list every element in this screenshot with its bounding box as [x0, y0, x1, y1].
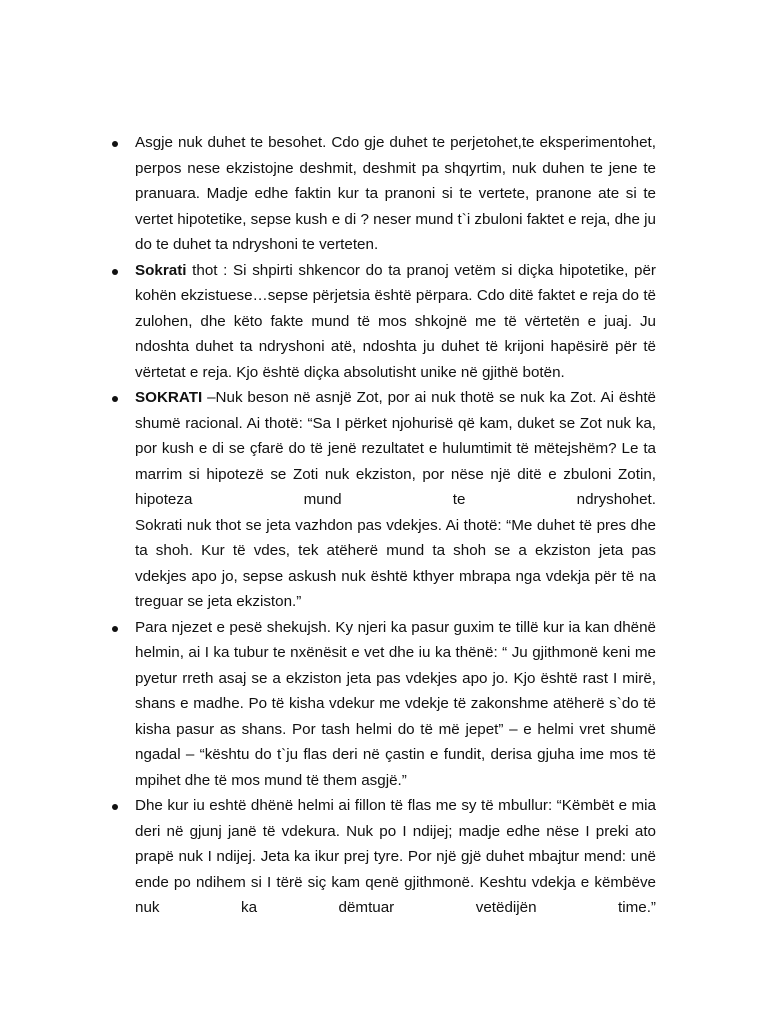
bullet-list	[108, 130, 656, 921]
paragraph-text: Sokrati nuk thot se jeta vazhdon pas vdekjes. Ai thotë: “Me duhet të pres dhe ta shoh. Kur të vdes, tek atëherë mund ta shoh se a ekziston jeta pas vdekjes apo jo, sepse askush nuk është kthyer mbrapa nga vdekja për të na treguar se jeta ekziston.”	[135, 516, 656, 610]
list-item	[108, 130, 656, 258]
paragraph	[135, 258, 656, 386]
paragraph-text: Para njezet e pesë shekujsh. Ky njeri ka pasur guxim te tillë kur ia kan dhënë helmin, ai I ka tubur te nxënësit e vet dhe iu ka thënë: “ Ju gjithmonë keni me pyetur rreth asaj se a ekziston jeta pas vdekjes apo jo. Kjo është rast I mirë, shans e madhe. Po të kisha vdekur me vdekje të zakonshme atëherë s`do të kisha pasur as shans. Por tash helmi do të më jepet” – e helmi vret shumë ngadal – “kështu do t`ju flas deri në çastin e fundit, derisa gjuha ime mos të mpihet dhe të mos mund të them asgjë.”	[135, 618, 656, 789]
list-item	[108, 615, 656, 794]
bullet-dot-icon	[112, 804, 118, 810]
paragraph-lead: Sokrati	[135, 261, 187, 279]
bullet-dot-icon	[112, 396, 118, 402]
paragraph-text: Asgje nuk duhet te besohet. Cdo gje duhet te perjetohet,te eksperimentohet, perpos nese ekzistojne deshmit, deshmit pa shqyrtim, nuk duhen te jene te pranuara. Madje edhe faktin kur ta pranoni si te vertete, pranone ate si te vertet hipotetike, sepse kush e di ? neser mund t`i zbuloni faktet e reja, dhe ju do te duhet ta ndryshoni te verteten.	[135, 134, 656, 253]
bullet-dot-icon	[112, 269, 118, 275]
paragraph	[135, 385, 656, 513]
bullet-dot-icon	[112, 626, 118, 632]
paragraph-lead: SOKRATI	[135, 389, 203, 406]
list-item	[108, 258, 656, 386]
list-item	[108, 793, 656, 921]
paragraph-text: –Nuk beson në asnjë Zot, por ai nuk thotë se nuk ka Zot. Ai është shumë racional. Ai thotë: “Sa I përket njohurisë që kam, duket se Zot nuk ka, por kush e di se çfarë do të jenë rezultatet e hulumtimit të mëtejshëm? Le ta marrim si hipotezë se Zoti nuk ekziston, por nëse një ditë e zbuloni Zotin, hipoteza mund te ndryshohet.	[135, 389, 656, 508]
bullet-dot-icon	[112, 141, 118, 147]
paragraph-text: Dhe kur iu eshtë dhënë helmi ai fillon të flas me sy të mbullur: “Këmbët e mia deri në gjunj janë të vdekura. Nuk po I ndijej; madje edhe nëse I preki ato prapë nuk I ndijej. Jeta ka ikur prej tyre. Por një gjë duhet mbajtur mend: unë ende po ndihem si I tërë siç kam qenë gjithmonë. Keshtu vdekja e këmbëve nuk ka dëmtuar vetëdijën time.”	[135, 797, 656, 916]
document-body	[108, 130, 656, 921]
list-item	[108, 385, 656, 615]
paragraph-text: thot : Si shpirti shkencor do ta pranoj vetëm si diçka hipotetike, për kohën ekzistuese…sepse përjetsia është përpara. Cdo ditë faktet e reja do të zulohen, dhe këto fakte mund të mos shkojnë me të vërtetën e juaj. Ju ndoshta duhet ta ndryshoni atë, ndoshta ju duhet të krijoni hapësirë për të vërtetat e reja. Kjo është diçka absolutisht unike në gjithë botën.	[135, 261, 656, 381]
